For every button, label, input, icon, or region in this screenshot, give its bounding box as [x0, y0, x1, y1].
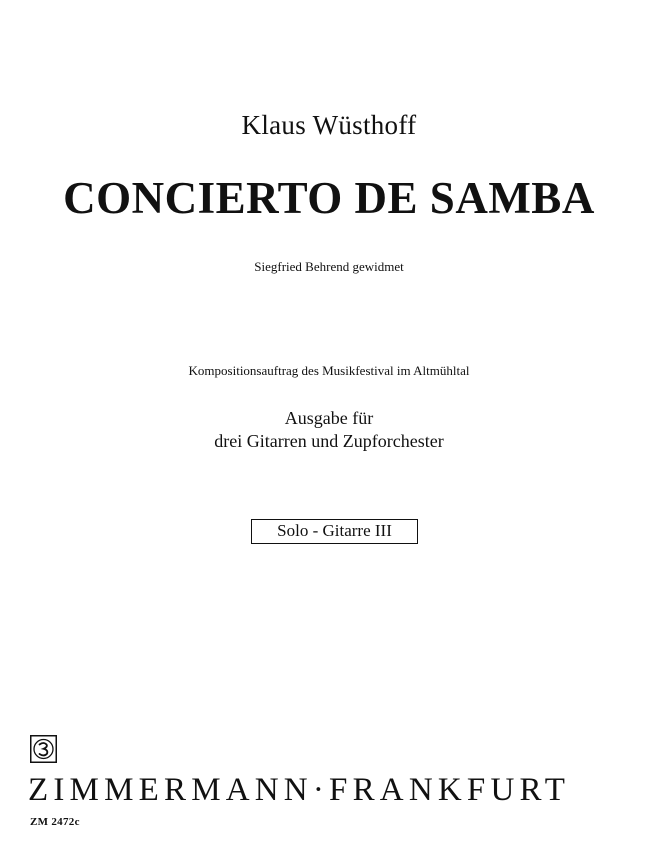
- edition-line-1: Ausgabe für: [284, 408, 374, 428]
- edition-line-2: drei Gitarren und Zupforchester: [214, 431, 444, 451]
- composer-name: Klaus Wüsthoff: [241, 110, 417, 140]
- commission-note: Kompositionsauftrag des Musikfestival im Altmühltal: [188, 363, 470, 378]
- work-title: CONCIERTO DE SAMBA: [63, 173, 595, 223]
- dedication: Siegfried Behrend gewidmet: [254, 259, 404, 274]
- part-label-box: [251, 519, 418, 544]
- publisher-name: ZIMMERMANN·FRANKFURT: [28, 772, 571, 808]
- zimmermann-logo-icon: [30, 735, 57, 763]
- part-label: Solo - Gitarre III: [277, 521, 392, 540]
- catalog-number: ZM 2472c: [30, 816, 80, 828]
